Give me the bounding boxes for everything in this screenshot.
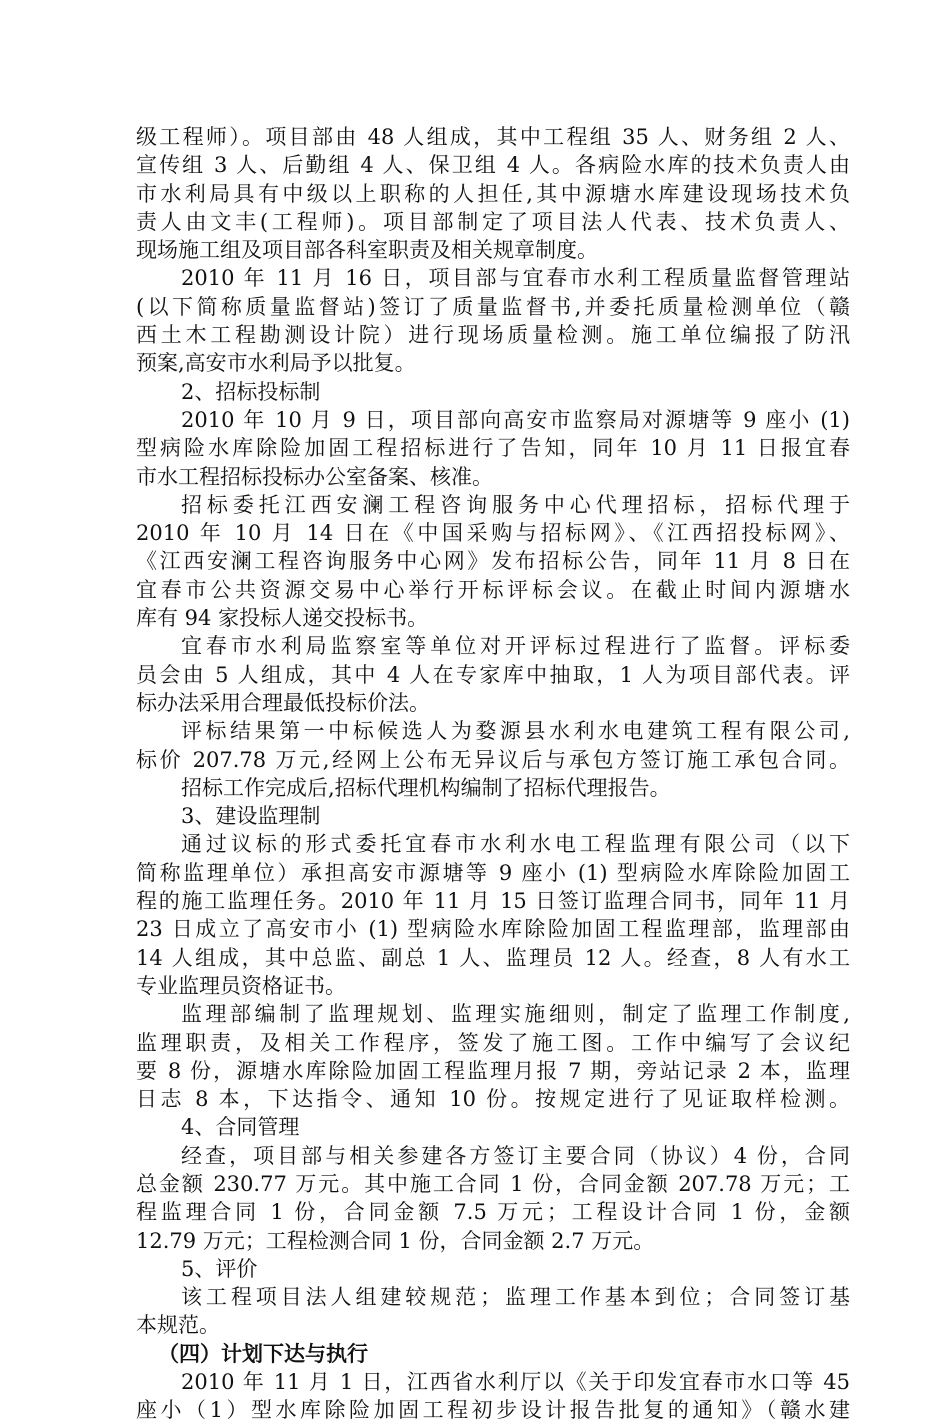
text-line: 通过议标的形式委托宜春市水利水电工程监理有限公司（以下 (181, 832, 850, 857)
text-line: 日志 8 本，下达指令、通知 10 份。按规定进行了见证取样检测。 (136, 1087, 850, 1112)
text-line: 责人由文丰(工程师)。项目部制定了项目法人代表、技术负责人、 (136, 209, 850, 234)
text-line: 预案,高安市水利局予以批复。 (136, 351, 416, 376)
text-line: (以下简称质量监督站)签订了质量监督书,并委托质量检测单位（赣 (136, 294, 850, 319)
text-line: 宜春市公共资源交易中心举行开标评标会议。在截止时间内源塘水 (136, 577, 850, 602)
text-line: 监理部编制了监理规划、监理实施细则，制定了监理工作制度, (181, 1002, 850, 1027)
text-line: 2010 年 11 月 1 日，江西省水利厅以《关于印发宜春市水口等 45 (181, 1370, 850, 1395)
text-line: 监理职责，及相关工作程序，签发了施工图。工作中编写了会议纪 (136, 1030, 850, 1055)
text-line: 库有 94 家投标人递交投标书。 (136, 606, 429, 631)
text-line: 2010 年 10 月 14 日在《中国采购与招标网》、《江西招投标网》、 (136, 521, 850, 546)
text-line: 23 日成立了高安市小 (1) 型病险水库除险加固工程监理部，监理部由 (136, 917, 850, 942)
text-line: 型病险水库除险加固工程招标进行了告知，同年 10 月 11 日报宜春 (136, 436, 850, 461)
text-line: 总金额 230.77 万元。其中施工合同 1 份，合同金额 207.78 万元；工 (136, 1171, 850, 1196)
text-line: 西土木工程勘测设计院）进行现场质量检测。施工单位编报了防汛 (136, 323, 850, 348)
text-line: 5、评价 (181, 1256, 258, 1281)
text-line: 该工程项目法人组建较规范；监理工作基本到位；合同签订基 (181, 1285, 850, 1310)
text-line: 程监理合同 1 份，合同金额 7.5 万元；工程设计合同 1 份，金额 (136, 1200, 850, 1225)
text-line: 12.79 万元；工程检测合同 1 份，合同金额 2.7 万元。 (136, 1228, 655, 1253)
text-line: 4、合同管理 (181, 1115, 300, 1140)
text-line: 招标委托江西安澜工程咨询服务中心代理招标，招标代理于 (181, 492, 850, 517)
text-line: 宣传组 3 人、后勤组 4 人、保卫组 4 人。各病险水库的技术负责人由 (136, 153, 850, 178)
text-line: 程的施工监理任务。2010 年 11 月 15 日签订监理合同书，同年 11 月 (136, 889, 850, 914)
text-line: 3、建设监理制 (181, 804, 321, 829)
text-line: 员会由 5 人组成，其中 4 人在专家库中抽取，1 人为项目部代表。评 (136, 662, 850, 687)
text-line: 专业监理员资格证书。 (136, 973, 346, 998)
text-line: 宜春市水利局监察室等单位对开评标过程进行了监督。评标委 (181, 634, 850, 659)
text-line: 标价 207.78 万元,经网上公布无异议后与承包方签订施工承包合同。 (136, 747, 850, 772)
text-line: 标办法采用合理最低投标价法。 (136, 690, 430, 715)
text-line: 本规范。 (136, 1313, 220, 1338)
text-line: 简称监理单位）承担高安市源塘等 9 座小 (1) 型病险水库除险加固工 (136, 860, 850, 885)
text-line: 招标工作完成后,招标代理机构编制了招标代理报告。 (181, 775, 671, 800)
text-line: 要 8 份，源塘水库除险加固工程监理月报 7 期，旁站记录 2 本，监理 (136, 1058, 850, 1083)
text-line: 座小（1）型水库除险加固工程初步设计报告批复的通知》（赣水建 (136, 1398, 850, 1423)
text-line: 《江西安澜工程咨询服务中心网》发布招标公告，同年 11 月 8 日在 (136, 549, 850, 574)
section-heading: （四）计划下达与执行 (158, 1340, 368, 1366)
text-line: 现场施工组及项目部各科室职责及相关规章制度。 (136, 238, 598, 263)
text-line: 市水利局具有中级以上职称的人担任,其中源塘水库建设现场技术负 (136, 181, 850, 206)
text-line: 级工程师）。项目部由 48 人组成，其中工程组 35 人、财务组 2 人、 (136, 125, 850, 149)
text-line: 市水工程招标投标办公室备案、核准。 (136, 464, 493, 489)
text-line: 2、招标投标制 (181, 379, 321, 404)
text-line: 2010 年 11 月 16 日，项目部与宜春市水利工程质量监督管理站 (181, 266, 850, 291)
text-line: 14 人组成，其中总监、副总 1 人、监理员 12 人。经查，8 人有水工 (136, 945, 850, 970)
document-body (136, 123, 850, 1425)
text-line: 评标结果第一中标候选人为婺源县水利水电建筑工程有限公司, (181, 719, 850, 744)
text-line: 2010 年 10 月 9 日，项目部向高安市监察局对源塘等 9 座小 (1) (181, 407, 850, 432)
text-line: 经查，项目部与相关参建各方签订主要合同（协议）4 份，合同 (181, 1143, 850, 1168)
